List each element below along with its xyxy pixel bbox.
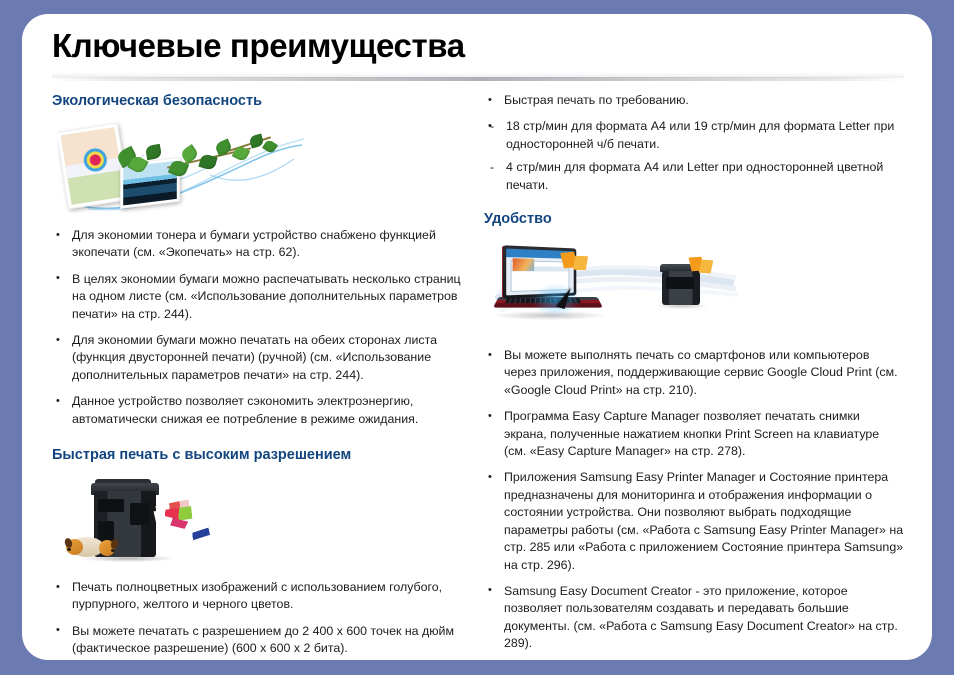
laptop-display-thumbnail	[512, 259, 534, 271]
section-convenience	[484, 210, 904, 653]
section-fast-print	[52, 446, 472, 658]
printer-side-panel	[130, 503, 150, 525]
content-columns	[22, 92, 932, 656]
document-page	[22, 14, 932, 660]
page-title: Ключевые преимущества	[52, 27, 465, 64]
sub-list-item: - 4 стр/мин для формата A4 или Letter при односторонней цветной печати.	[484, 159, 904, 194]
list-item: • Для экономии бумаги можно печатать на обеих сторонах листа (функция двусторонней печати) (ручной) (см. «Использование дополнительных параметров печати» на стр. 244).	[52, 332, 472, 384]
photo-print-girl	[58, 123, 130, 210]
eco-bullet-list	[52, 227, 472, 428]
sub-list-item: - • 18 стр/мин для формата A4 или 19 стр/мин для формата Letter при односторонней ч/б печати.	[484, 118, 904, 153]
section-heading-convenience: Удобство	[484, 211, 552, 228]
list-item: • В целях экономии бумаги можно распечатывать несколько страниц на одном листе (см. «Использование дополнительных параметров печати» на стр. 244).	[52, 271, 472, 323]
photo-print-girl-image	[61, 127, 125, 205]
print-speed-sublist	[484, 118, 904, 194]
list-item: • Данное устройство позволяет сэкономить электроэнергию, автоматически снижая ее потребление в режиме ожидания.	[52, 393, 472, 428]
section-heading-eco: Экологическая безопасность	[52, 93, 262, 109]
fast-print-bullet-list	[52, 579, 472, 658]
section-heading-fast-print: Быстрая печать с высоким разрешением	[52, 447, 352, 464]
right-column	[484, 92, 904, 660]
list-item: • Быстрая печать по требованию.	[484, 92, 904, 109]
title-divider	[52, 77, 904, 81]
print-on-demand-list	[484, 92, 904, 194]
laptop-cloud-printer-illustration	[490, 239, 740, 331]
print-speed-sublist-wrapper	[484, 118, 904, 194]
left-column	[52, 92, 472, 660]
printed-sheet	[177, 528, 210, 545]
list-item: • Для экономии тонера и бумаги устройство снабжено функцией экопечати (см. «Экопечать» на стр. 62).	[52, 227, 472, 262]
list-item: • Samsung Easy Document Creator - это приложение, которое позволяет пользователям создавать и передавать большие документы. (см. «Работа с Samsung Easy Document Creator» на стр. 289).	[484, 583, 904, 653]
list-item: • Вы можете печатать с разрешением до 2 400 x 600 точек на дюйм (фактическое разрешение) (600 x 600 x 2 бита).	[52, 623, 472, 658]
convenience-bullet-list	[484, 347, 904, 653]
printer-output-slot	[98, 499, 124, 512]
printer-output-slot	[666, 277, 694, 289]
color-printer-illustration	[64, 477, 264, 565]
list-item: • Печать полноцветных изображений с использованием голубого, пурпурного, желтого и черного цветов.	[52, 579, 472, 614]
page-content	[22, 14, 932, 660]
eco-photos-ivy-illustration	[58, 121, 308, 213]
list-item: • Приложения Samsung Easy Printer Manager и Состояние принтера предназначены для мониторинга и отображения информации о состоянии устройства. Они позволяют выбрать подходящие параметры работы (см. «Работа с Samsung Easy Printer Manager» на стр. 285 или «Работа с приложением Состояние принтера Samsung» на стр. 296).	[484, 469, 904, 573]
list-item: • Вы можете выполнять печать со смартфонов или компьютеров через приложения, поддерживающие сервис Google Cloud Print (см. «Google Cloud Print» на стр. 210).	[484, 347, 904, 399]
page-title-block	[52, 26, 902, 66]
list-item: • Программа Easy Capture Manager позволяет печатать снимки экрана, полученные нажатием кнопки Print Screen на клавиатуре (см. «Easy Capture Manager» на стр. 278).	[484, 408, 904, 460]
document-icon	[573, 254, 589, 272]
section-eco-safety	[52, 92, 472, 428]
